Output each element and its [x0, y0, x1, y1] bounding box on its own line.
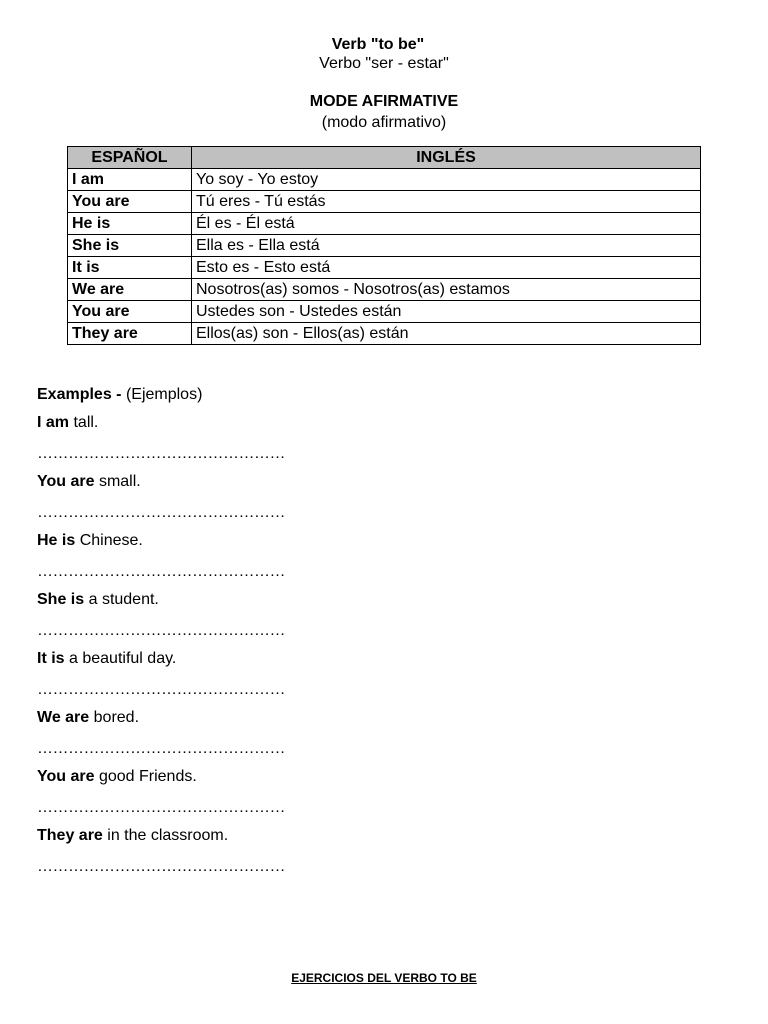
cell-subject: You are: [68, 301, 192, 323]
cell-translation: Yo soy - Yo estoy: [192, 169, 701, 191]
example-complement: in the classroom.: [107, 827, 229, 844]
table-row: [68, 213, 701, 235]
cell-subject: He is: [68, 213, 192, 235]
table-row: [68, 323, 701, 345]
example-complement: a student.: [88, 591, 159, 608]
example-complement: good Friends.: [98, 768, 197, 785]
example-subject: She is: [37, 591, 85, 608]
cell-subject: I am: [68, 169, 192, 191]
examples-heading: [37, 384, 285, 406]
example-sentence: [37, 472, 285, 492]
example-complement: tall.: [73, 414, 99, 431]
answer-blank: …………………………………………: [37, 740, 285, 757]
example-complement: Chinese.: [79, 532, 143, 549]
example-item: [37, 767, 285, 819]
section-subtitle: (modo afirmativo): [321, 114, 447, 131]
examples-heading-translation: (Ejemplos): [125, 386, 203, 403]
page-subtitle: Verbo "ser - estar": [319, 55, 449, 72]
example-subject: You are: [37, 473, 95, 490]
example-sentence: [37, 649, 285, 669]
example-subject: You are: [37, 768, 95, 785]
table-row: [68, 257, 701, 279]
example-sentence: [37, 826, 285, 846]
table-header-row: [68, 147, 701, 169]
table-row: [68, 235, 701, 257]
cell-subject: She is: [68, 235, 192, 257]
table-row: [68, 169, 701, 191]
example-subject: I am: [37, 414, 70, 431]
answer-blank: …………………………………………: [37, 858, 285, 875]
cell-translation: Ustedes son - Ustedes están: [192, 301, 701, 323]
cell-subject: You are: [68, 191, 192, 213]
verb-table: [67, 146, 701, 345]
table-row: [68, 191, 701, 213]
cell-translation: Tú eres - Tú estás: [192, 191, 701, 213]
example-complement: bored.: [93, 709, 140, 726]
examples-heading-label: Examples -: [37, 386, 122, 403]
footer-title: EJERCICIOS DEL VERBO TO BE: [291, 971, 477, 985]
example-item: [37, 826, 285, 878]
example-subject: They are: [37, 827, 103, 844]
column-header-ingles: INGLÉS: [192, 147, 701, 169]
example-item: [37, 531, 285, 583]
example-sentence: [37, 708, 285, 728]
example-item: [37, 413, 285, 465]
answer-blank: …………………………………………: [37, 681, 285, 698]
example-item: [37, 590, 285, 642]
column-header-espanol: ESPAÑOL: [68, 147, 192, 169]
answer-blank: …………………………………………: [37, 799, 285, 816]
cell-subject: It is: [68, 257, 192, 279]
cell-subject: We are: [68, 279, 192, 301]
example-complement: small.: [98, 473, 141, 490]
answer-blank: …………………………………………: [37, 563, 285, 580]
example-subject: He is: [37, 532, 76, 549]
examples-section: [37, 384, 285, 878]
example-subject: It is: [37, 650, 65, 667]
example-sentence: [37, 531, 285, 551]
page-title: Verb "to be": [331, 36, 425, 53]
answer-blank: …………………………………………: [37, 504, 285, 521]
example-subject: We are: [37, 709, 90, 726]
table-row: [68, 301, 701, 323]
cell-subject: They are: [68, 323, 192, 345]
example-item: [37, 708, 285, 760]
answer-blank: …………………………………………: [37, 622, 285, 639]
example-item: [37, 649, 285, 701]
cell-translation: Él es - Él está: [192, 213, 701, 235]
example-sentence: [37, 590, 285, 610]
answer-blank: …………………………………………: [37, 445, 285, 462]
cell-translation: Esto es - Esto está: [192, 257, 701, 279]
example-sentence: [37, 767, 285, 787]
cell-translation: Ellos(as) son - Ellos(as) están: [192, 323, 701, 345]
cell-translation: Ella es - Ella está: [192, 235, 701, 257]
section-title: MODE AFIRMATIVE: [309, 93, 459, 110]
example-complement: a beautiful day.: [69, 650, 177, 667]
example-sentence: [37, 413, 285, 433]
example-item: [37, 472, 285, 524]
cell-translation: Nosotros(as) somos - Nosotros(as) estamos: [192, 279, 701, 301]
table-row: [68, 279, 701, 301]
